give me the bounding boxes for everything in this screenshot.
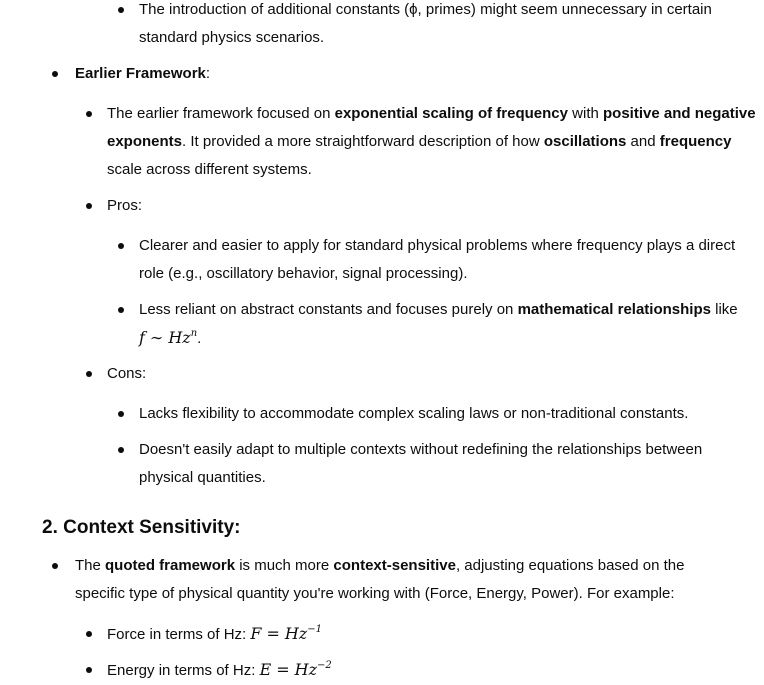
list-item-pro-2: Less reliant on abstract constants and focuses purely on mathematical relationships like f ∼ Hz$^n$. bbox=[139, 301, 738, 347]
list-item-con-2: Doesn't easily adapt to multiple contexts without redefining the relationships between physical quantities. bbox=[139, 441, 703, 486]
formula-force: $F = Hz^{-1}$ bbox=[250, 624, 323, 643]
bullet bbox=[86, 631, 92, 637]
list-item-earlier-description: The earlier framework focused on exponential scaling of frequency with positive and negative exponents. It provided a more straightforward description of how oscillations and frequency scale across different systems. bbox=[107, 105, 756, 178]
bullet bbox=[86, 203, 92, 209]
bullet bbox=[52, 563, 58, 569]
bullet bbox=[118, 243, 124, 249]
list-item-context-intro: The quoted framework is much more context-sensitive, adjusting equations based on the specific type of physical quantity you're working with (Force, Energy, Power). For example: bbox=[75, 557, 685, 602]
bullet bbox=[118, 307, 124, 313]
list-item-pros: Pros: bbox=[107, 197, 143, 214]
earlier-framework-label: Earlier Framework bbox=[75, 65, 206, 82]
list-item-energy: Energy in terms of Hz: $E = Hz^{-2}$ bbox=[107, 660, 332, 679]
bullet bbox=[86, 111, 92, 117]
bullet bbox=[118, 447, 124, 453]
cons-label: Cons bbox=[107, 365, 143, 382]
bullet bbox=[86, 667, 92, 673]
bullet bbox=[118, 411, 124, 417]
list-item-con-1: Lacks flexibility to accommodate complex scaling laws or non-traditional constants. bbox=[139, 405, 689, 422]
list-item-constants-con bbox=[139, 0, 754, 52]
list-item-pro-1: Clearer and easier to apply for standard physical problems where frequency plays a direct role (e.g., oscillatory behavior, signal processing). bbox=[139, 237, 736, 282]
pros-label: Pros bbox=[107, 197, 138, 214]
formula-energy: $E = Hz^{-2}$ bbox=[259, 660, 332, 679]
constants-con-text: The introduction of additional constants (ϕ, primes) might seem unnecessary in certain standard physics scenarios. bbox=[139, 1, 712, 46]
bullet bbox=[86, 371, 92, 377]
list-item-earlier-framework: Earlier Framework: bbox=[75, 65, 211, 82]
formula-f-hz-n: f ∼ Hz$^n$ bbox=[139, 328, 198, 347]
bullet bbox=[118, 7, 124, 13]
list-item-cons: Cons: bbox=[107, 365, 147, 382]
bullet bbox=[52, 71, 58, 77]
list-item-force: Force in terms of Hz: $F = Hz^{-1}$ bbox=[107, 624, 323, 643]
section-heading: 2. Context Sensitivity: bbox=[42, 517, 241, 538]
